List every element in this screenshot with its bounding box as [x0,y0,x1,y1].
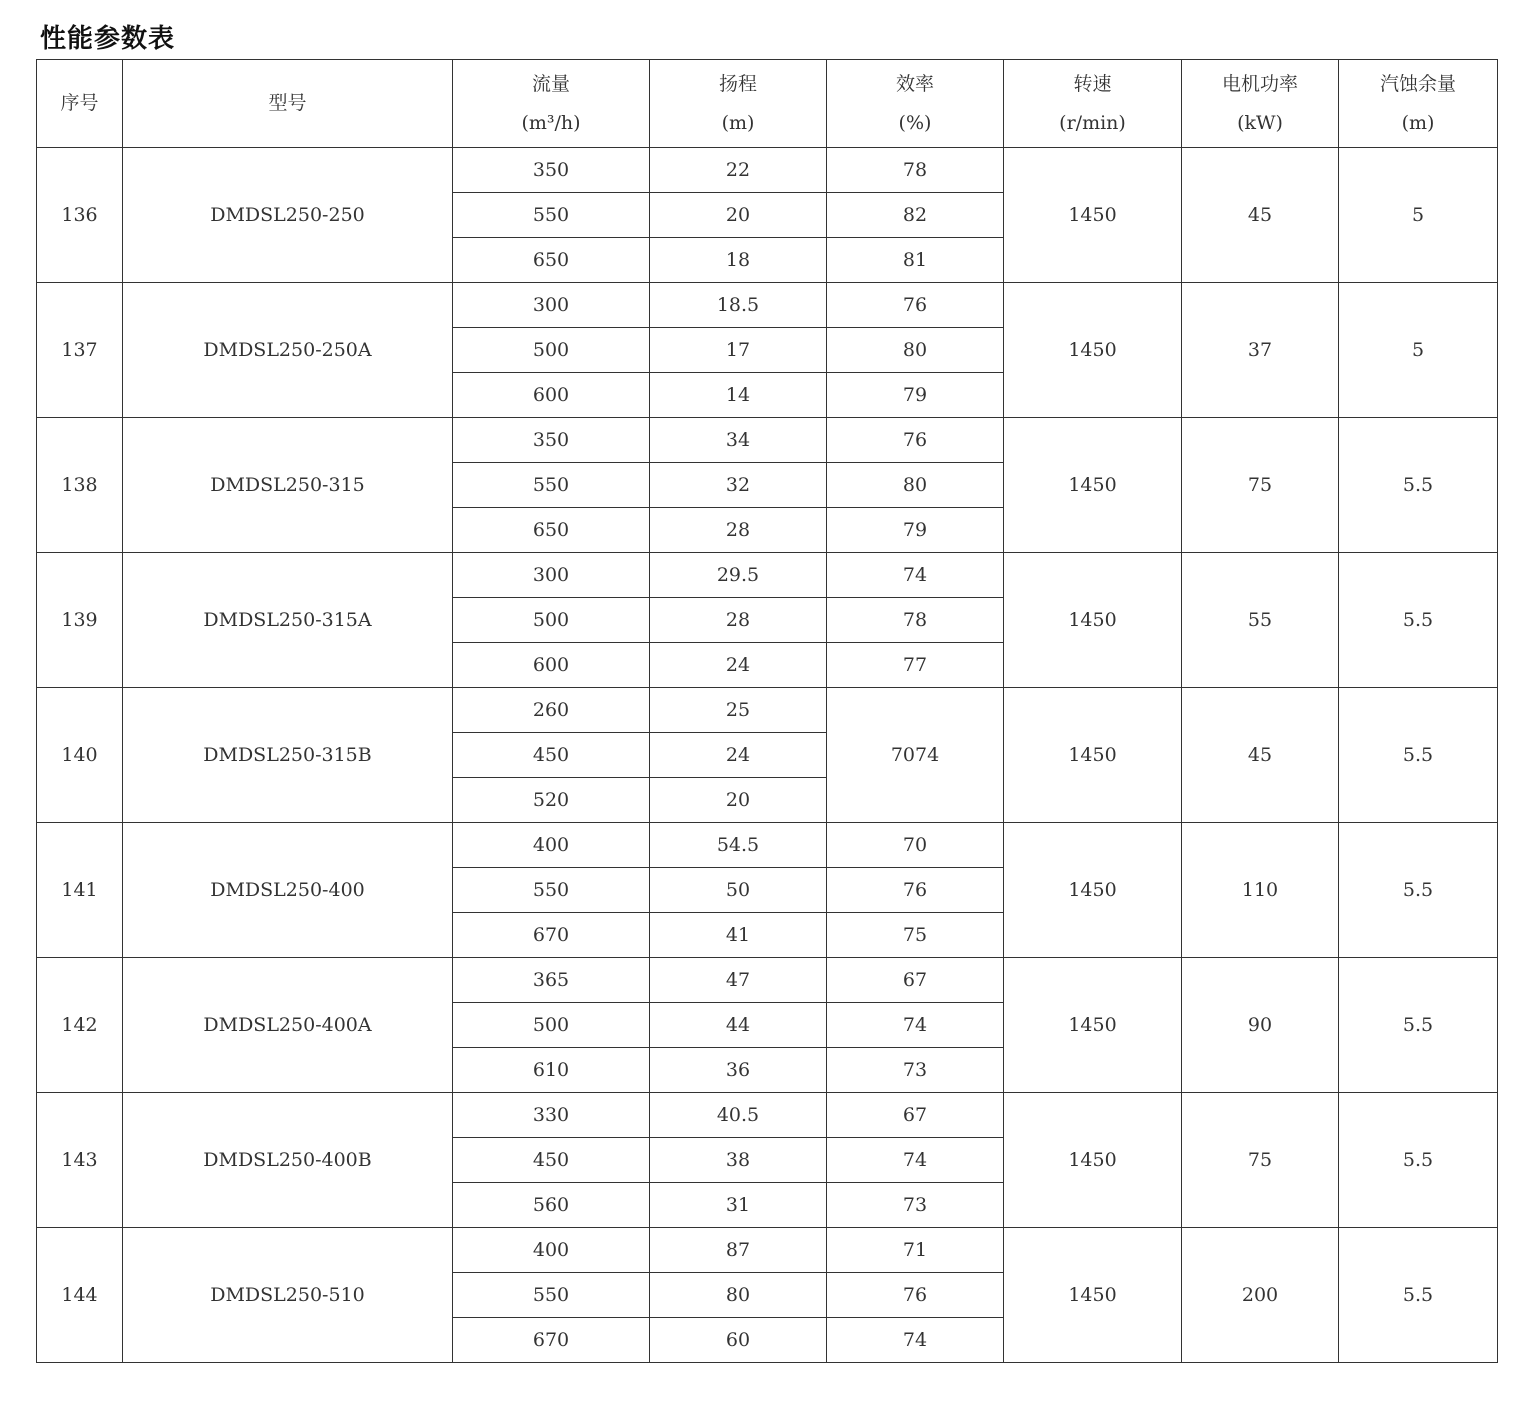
table-row [37,688,1498,733]
npsh-cell: 5 [1339,148,1498,283]
head-cell: 80 [650,1273,827,1318]
head-cell: 32 [650,463,827,508]
head-cell: 20 [650,193,827,238]
efficiency-cell: 81 [827,238,1004,283]
head-cell: 87 [650,1228,827,1273]
flow-cell: 400 [453,823,650,868]
efficiency-cell: 76 [827,1273,1004,1318]
motor-power-cell: 200 [1182,1228,1339,1363]
header-no: 序号 [37,60,123,148]
npsh-cell: 5.5 [1339,688,1498,823]
efficiency-cell: 79 [827,373,1004,418]
row-number: 136 [37,148,123,283]
motor-power-cell: 75 [1182,418,1339,553]
flow-cell: 450 [453,1138,650,1183]
row-number: 144 [37,1228,123,1363]
header-head: 扬程 (m) [650,60,827,148]
row-number: 137 [37,283,123,418]
flow-cell: 550 [453,1273,650,1318]
head-cell: 22 [650,148,827,193]
speed-cell: 1450 [1004,283,1182,418]
flow-cell: 600 [453,373,650,418]
flow-cell: 300 [453,553,650,598]
flow-cell: 450 [453,733,650,778]
speed-cell: 1450 [1004,1228,1182,1363]
efficiency-cell: 70 [827,823,1004,868]
header-efficiency: 效率 (%) [827,60,1004,148]
table-row [37,958,1498,1003]
header-model: 型号 [123,60,453,148]
head-cell: 24 [650,643,827,688]
speed-cell: 1450 [1004,553,1182,688]
efficiency-cell: 76 [827,868,1004,913]
flow-cell: 670 [453,913,650,958]
flow-cell: 550 [453,463,650,508]
efficiency-cell: 71 [827,1228,1004,1273]
npsh-cell: 5 [1339,283,1498,418]
head-cell: 34 [650,418,827,463]
model-cell: DMDSL250-315A [123,553,453,688]
header-row [37,60,1498,148]
npsh-cell: 5.5 [1339,1093,1498,1228]
row-number: 140 [37,688,123,823]
npsh-cell: 5.5 [1339,418,1498,553]
head-cell: 25 [650,688,827,733]
efficiency-cell: 74 [827,1318,1004,1363]
head-cell: 47 [650,958,827,1003]
flow-cell: 300 [453,283,650,328]
header-speed: 转速 (r/min) [1004,60,1182,148]
efficiency-cell: 78 [827,148,1004,193]
efficiency-cell: 75 [827,913,1004,958]
row-number: 142 [37,958,123,1093]
efficiency-cell: 78 [827,598,1004,643]
speed-cell: 1450 [1004,418,1182,553]
efficiency-cell: 74 [827,1003,1004,1048]
performance-table [36,59,1498,1363]
head-cell: 41 [650,913,827,958]
head-cell: 20 [650,778,827,823]
efficiency-cell: 76 [827,418,1004,463]
motor-power-cell: 37 [1182,283,1339,418]
efficiency-cell: 74 [827,553,1004,598]
table-row [37,418,1498,463]
table-body [37,148,1498,1363]
header-flow: 流量 (m³/h) [453,60,650,148]
speed-cell: 1450 [1004,148,1182,283]
model-cell: DMDSL250-400A [123,958,453,1093]
row-number: 143 [37,1093,123,1228]
model-cell: DMDSL250-315 [123,418,453,553]
row-number: 141 [37,823,123,958]
npsh-cell: 5.5 [1339,1228,1498,1363]
head-cell: 38 [650,1138,827,1183]
flow-cell: 350 [453,418,650,463]
head-cell: 17 [650,328,827,373]
flow-cell: 550 [453,193,650,238]
speed-cell: 1450 [1004,1093,1182,1228]
head-cell: 54.5 [650,823,827,868]
page-title: 性能参数表 [40,24,176,54]
motor-power-cell: 45 [1182,688,1339,823]
flow-cell: 350 [453,148,650,193]
head-cell: 36 [650,1048,827,1093]
efficiency-cell: 73 [827,1048,1004,1093]
speed-cell: 1450 [1004,688,1182,823]
head-cell: 24 [650,733,827,778]
flow-cell: 650 [453,508,650,553]
table-row [37,1228,1498,1273]
table-row [37,148,1498,193]
head-cell: 18 [650,238,827,283]
model-cell: DMDSL250-250 [123,148,453,283]
model-cell: DMDSL250-400B [123,1093,453,1228]
head-cell: 14 [650,373,827,418]
head-cell: 28 [650,598,827,643]
flow-cell: 550 [453,868,650,913]
head-cell: 28 [650,508,827,553]
flow-cell: 610 [453,1048,650,1093]
head-cell: 29.5 [650,553,827,598]
efficiency-cell: 77 [827,643,1004,688]
flow-cell: 330 [453,1093,650,1138]
flow-cell: 500 [453,598,650,643]
table-row [37,823,1498,868]
npsh-cell: 5.5 [1339,553,1498,688]
efficiency-cell: 67 [827,1093,1004,1138]
motor-power-cell: 45 [1182,148,1339,283]
header-npsh: 汽蚀余量 (m) [1339,60,1498,148]
efficiency-cell: 74 [827,1138,1004,1183]
npsh-cell: 5.5 [1339,823,1498,958]
motor-power-cell: 75 [1182,1093,1339,1228]
efficiency-cell: 80 [827,463,1004,508]
efficiency-cell: 67 [827,958,1004,1003]
head-cell: 31 [650,1183,827,1228]
efficiency-cell: 80 [827,328,1004,373]
table-row [37,1093,1498,1138]
npsh-cell: 5.5 [1339,958,1498,1093]
efficiency-cell: 7074 [827,688,1004,823]
model-cell: DMDSL250-510 [123,1228,453,1363]
model-cell: DMDSL250-400 [123,823,453,958]
head-cell: 60 [650,1318,827,1363]
table-row [37,283,1498,328]
flow-cell: 365 [453,958,650,1003]
speed-cell: 1450 [1004,823,1182,958]
head-cell: 18.5 [650,283,827,328]
flow-cell: 600 [453,643,650,688]
flow-cell: 500 [453,328,650,373]
row-number: 139 [37,553,123,688]
flow-cell: 500 [453,1003,650,1048]
flow-cell: 650 [453,238,650,283]
flow-cell: 520 [453,778,650,823]
efficiency-cell: 76 [827,283,1004,328]
table-row [37,553,1498,598]
efficiency-cell: 79 [827,508,1004,553]
flow-cell: 670 [453,1318,650,1363]
efficiency-cell: 73 [827,1183,1004,1228]
head-cell: 50 [650,868,827,913]
flow-cell: 400 [453,1228,650,1273]
header-motor-power: 电机功率 (kW) [1182,60,1339,148]
speed-cell: 1450 [1004,958,1182,1093]
row-number: 138 [37,418,123,553]
head-cell: 40.5 [650,1093,827,1138]
motor-power-cell: 110 [1182,823,1339,958]
head-cell: 44 [650,1003,827,1048]
motor-power-cell: 90 [1182,958,1339,1093]
flow-cell: 560 [453,1183,650,1228]
flow-cell: 260 [453,688,650,733]
efficiency-cell: 82 [827,193,1004,238]
model-cell: DMDSL250-250A [123,283,453,418]
motor-power-cell: 55 [1182,553,1339,688]
model-cell: DMDSL250-315B [123,688,453,823]
